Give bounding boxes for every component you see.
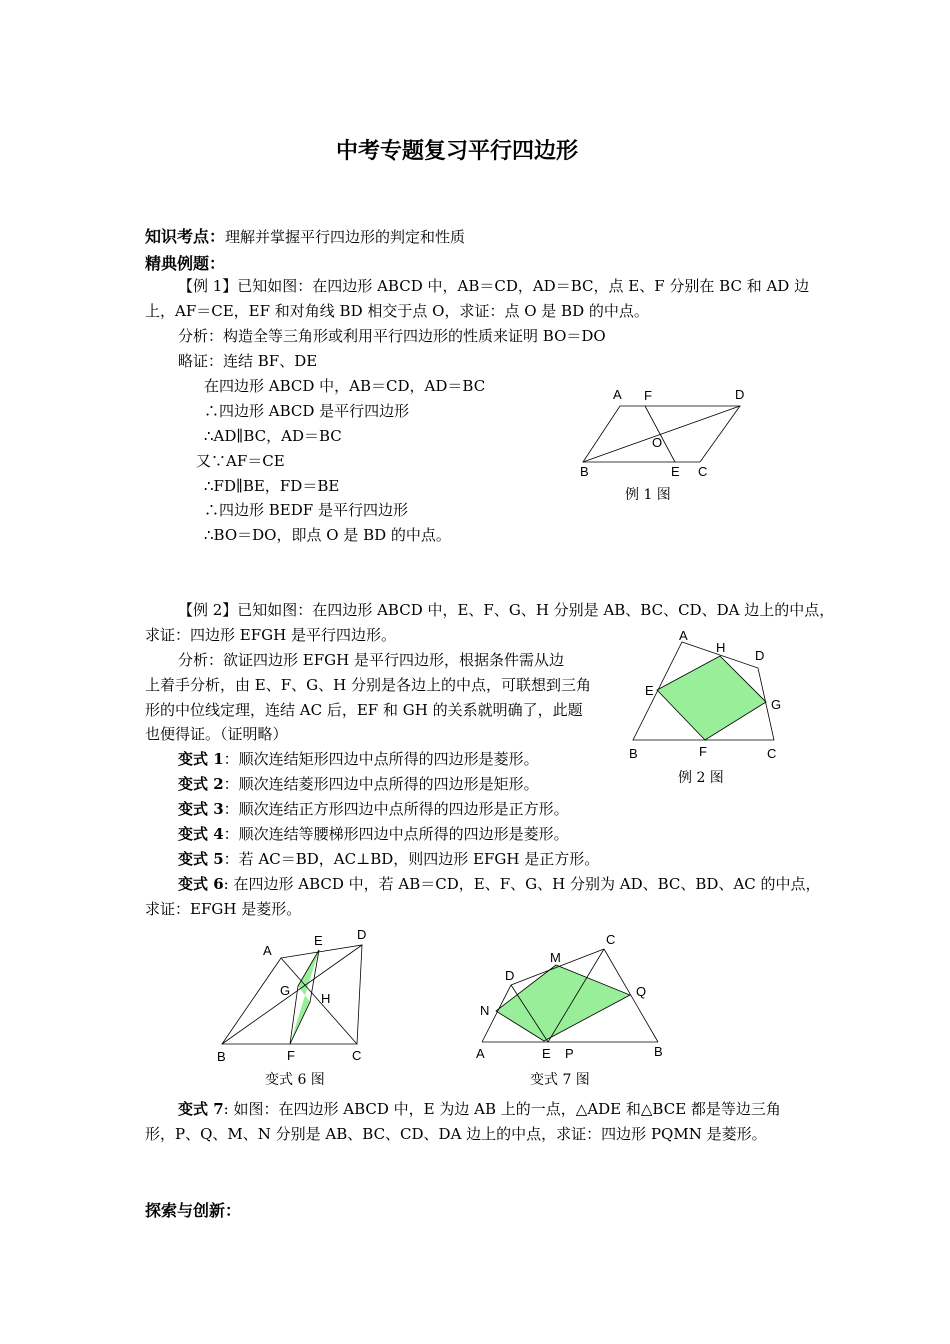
fig7-pqmn — [496, 965, 630, 1041]
ex1-line2: 上，AF＝CE，EF 和对角线 BD 相交于点 O，求证：点 O 是 BD 的中点。 — [145, 302, 649, 320]
ex2-label-h: H — [716, 640, 726, 655]
fig6-caption: 变式 6 图 — [265, 1072, 325, 1088]
examples-heading: 精典例题： — [145, 254, 226, 273]
ex2-label-g: G — [771, 697, 782, 712]
fig6-label-c: C — [352, 1048, 362, 1063]
ex2-analysis-line: 形的中位线定理，连结 AC 后，EF 和 GH 的关系就明确了，此题 — [145, 701, 583, 719]
variant-3: 变式 3：顺次连结正方形四边中点所得的四边形是正方形。 — [178, 800, 569, 818]
fig7-label-a: A — [476, 1046, 485, 1061]
ex2-label-b: B — [629, 746, 638, 761]
ex1-proof-line: ∴四边形 ABCD 是平行四边形 — [204, 402, 410, 420]
knowledge-label: 知识考点： — [145, 227, 226, 246]
ex2-analysis-line: 也便得证。（证明略） — [145, 725, 288, 743]
fig6-label-g: G — [280, 983, 291, 998]
fig6-label-b: B — [217, 1049, 226, 1064]
variant-7-line2: 形，P、Q、M、N 分别是 AB、BC、CD、DA 边上的中点，求证：四边形 PQMN 是菱形。 — [145, 1125, 767, 1143]
ex2-label-f: F — [699, 744, 707, 759]
ex1-proof-line: ∴AD∥BC，AD＝BC — [204, 427, 342, 445]
ex1-label-c: C — [698, 464, 708, 479]
fig6-label-h: H — [321, 991, 331, 1006]
fig7-label-m: M — [550, 950, 561, 965]
fig7-label-c: C — [606, 932, 616, 947]
ex2-line1: 【例 2】已知如图：在四边形 ABCD 中，E、F、G、H 分别是 AB、BC、CD、DA 边上的中点， — [178, 601, 835, 619]
ex1-label-d: D — [735, 387, 745, 402]
fig6-label-d: D — [357, 927, 367, 942]
ex1-label-e: E — [671, 464, 680, 479]
ex1-analysis: 分析：构造全等三角形或利用平行四边形的性质来证明 BO＝DO — [178, 327, 606, 345]
fig7-label-d: D — [505, 968, 515, 983]
ex1-proof-line: 在四边形 ABCD 中，AB＝CD，AD＝BC — [204, 377, 486, 395]
ex1-proof-line: 又∵AF＝CE — [196, 452, 285, 470]
ex2-label-c: C — [767, 746, 777, 761]
ex1-proof-line: ∴FD∥BE，FD＝BE — [204, 477, 340, 495]
page-title: 中考专题复习平行四边形 — [336, 139, 579, 164]
variant-4: 变式 4：顺次连结等腰梯形四边中点所得的四边形是菱形。 — [178, 825, 569, 843]
fig6-label-e: E — [314, 933, 323, 948]
ex1-label-b: B — [580, 464, 589, 479]
ex2-line2: 求证：四边形 EFGH 是平行四边形。 — [145, 626, 396, 644]
fig7-label-p: P — [565, 1046, 574, 1061]
ex1-caption: 例 1 图 — [625, 487, 671, 503]
variant-5: 变式 5：若 AC＝BD，AC⊥BD，则四边形 EFGH 是正方形。 — [178, 850, 600, 868]
ex2-label-a: A — [679, 628, 688, 643]
ex1-proof-line: ∴BO＝DO，即点 O 是 BD 的中点。 — [204, 526, 451, 544]
fig7-label-e: E — [542, 1046, 551, 1061]
ex2-label-d: D — [755, 648, 765, 663]
ex2-analysis-line: 分析：欲证四边形 EFGH 是平行四边形，根据条件需从边 — [178, 651, 564, 669]
ex1-label-o: O — [652, 435, 663, 450]
variant-6-line1: 变式 6: 在四边形 ABCD 中，若 AB＝CD，E、F、G、H 分别为 AD、BC、BD、AC 的中点， — [178, 875, 821, 893]
fig7-label-n: N — [480, 1003, 490, 1018]
variant-1: 变式 1：顺次连结矩形四边中点所得的四边形是菱形。 — [178, 750, 539, 768]
ex1-label-f: F — [644, 388, 652, 403]
fig6-label-f: F — [287, 1048, 295, 1063]
fig7-label-q: Q — [636, 984, 647, 999]
ex1-proof-line: 略证：连结 BF、DE — [178, 352, 318, 370]
knowledge-text: 理解并掌握平行四边形的判定和性质 — [225, 228, 466, 246]
ex1-line1: 【例 1】已知如图：在四边形 ABCD 中，AB＝CD，AD＝BC，点 E、F 分别在 BC 和 AD 边 — [178, 277, 810, 295]
ex2-analysis-line: 上着手分析，由 E、F、G、H 分别是各边上的中点，可联想到三角 — [145, 676, 591, 694]
ex2-caption: 例 2 图 — [678, 770, 724, 786]
fig7-label-b: B — [654, 1044, 663, 1059]
ex1-label-a: A — [613, 387, 622, 402]
explore-heading: 探索与创新： — [145, 1201, 242, 1220]
variant-6-line2: 求证：EFGH 是菱形。 — [145, 900, 302, 918]
ex2-label-e: E — [645, 683, 654, 698]
fig7-caption: 变式 7 图 — [530, 1072, 590, 1088]
ex1-proof-line: ∴四边形 BEDF 是平行四边形 — [204, 501, 408, 519]
variant-7-line1: 变式 7: 如图：在四边形 ABCD 中，E 为边 AB 上的一点，△ADE 和△BCE 都是等边三角 — [178, 1100, 781, 1118]
fig6-label-a: A — [263, 943, 272, 958]
variant-2: 变式 2：顺次连结菱形四边中点所得的四边形是矩形。 — [178, 775, 539, 793]
